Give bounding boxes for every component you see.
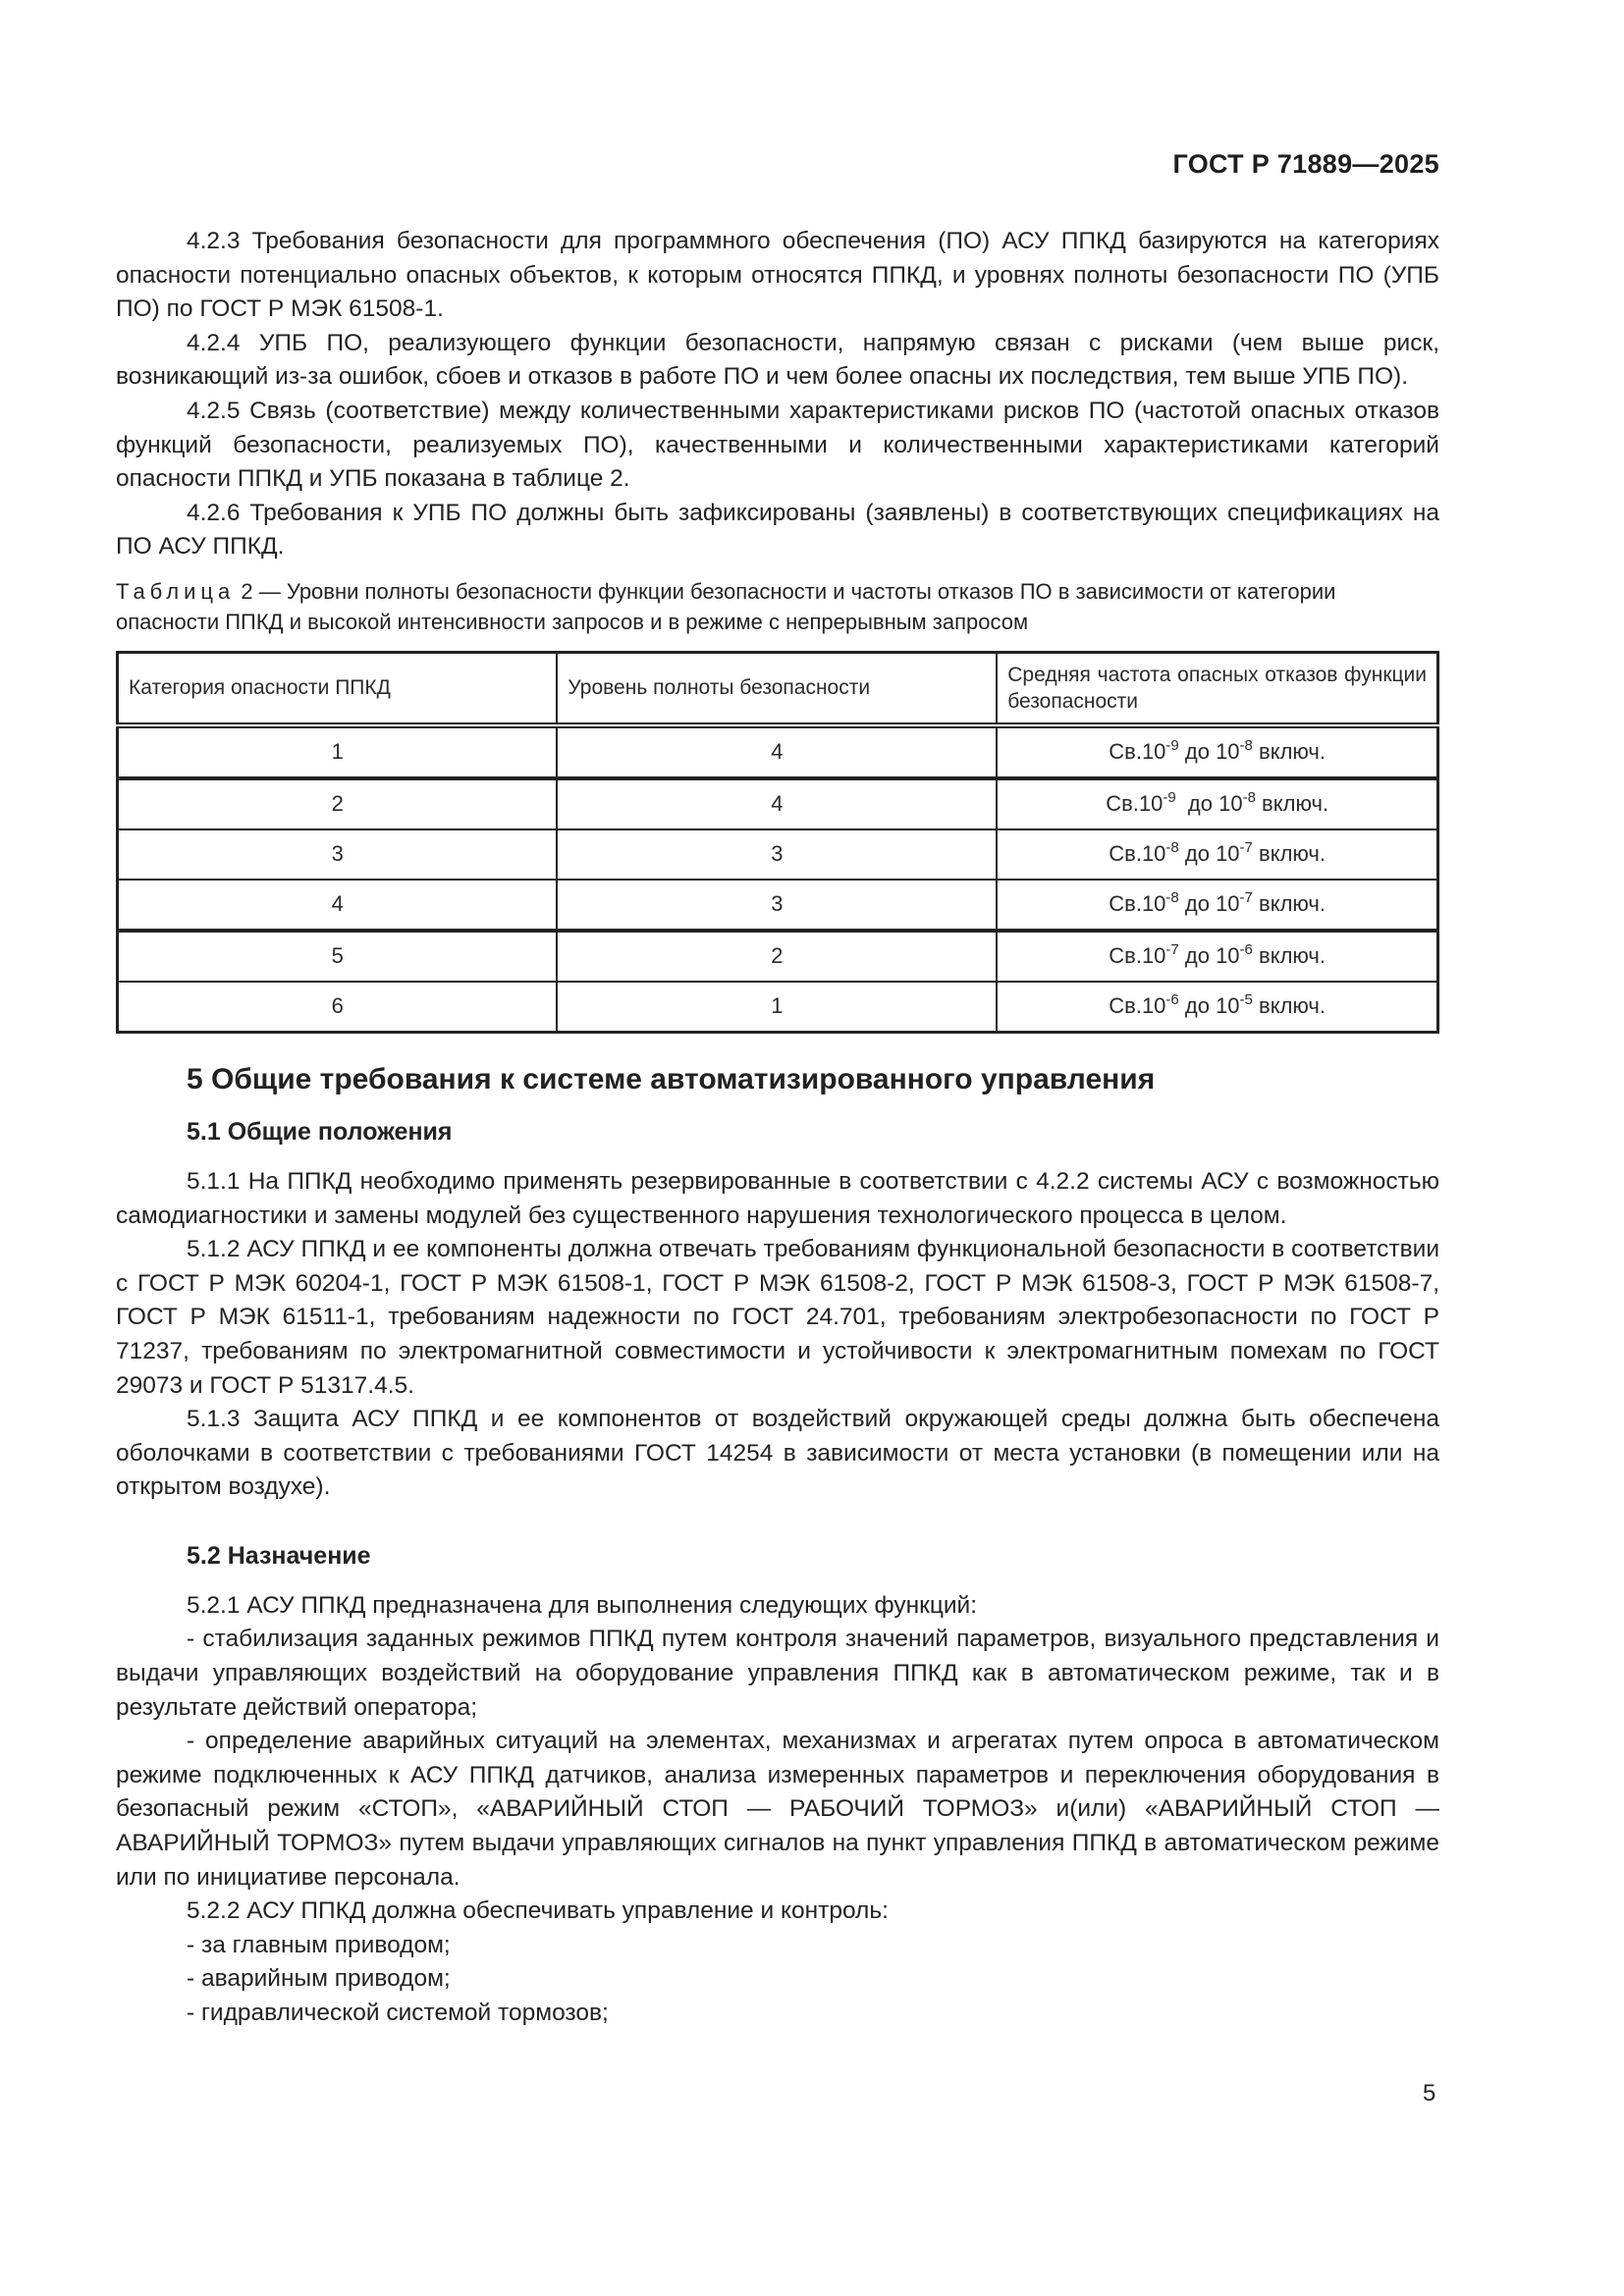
list-item: - аварийным приводом;: [187, 1965, 451, 1993]
sil-table: [116, 651, 1439, 1034]
section-5-1-title: 5.1 Общие положения: [187, 1117, 453, 1146]
paragraph-5-2-1: 5.2.1 АСУ ППКД предназначена для выполнения следующих функций:: [187, 1591, 978, 1619]
cell-level: 2: [557, 931, 997, 982]
paragraph-4-2-4: 4.2.4 УПБ ПО, реализующего функции безопасности, напрямую связан с рисками (чем выше риск, возникающий из-за ошибок, сбоев и отказов в работе ПО и чем более опасны их последствия, тем выше УПБ ПО).: [116, 329, 1439, 391]
page-number: 5: [1423, 2080, 1436, 2107]
cell-frequency: $Св.10^{-6}$ до $10^{-5}$ включ.: [997, 982, 1437, 1033]
list-item: - определение аварийных ситуаций на элементах, механизмах и агрегатах путем опроса в автоматическом режиме подключенных к АСУ ППКД датчиков, анализа измеренных параметров и переключения оборудования в безопасный режим «СТОП», «АВАРИЙНЫЙ СТОП — РАБОЧИЙ ТОРМОЗ» и(или) «АВАРИЙНЫЙ СТОП — АВАРИЙНЫЙ ТОРМОЗ» путем выдачи управляющих сигналов на пункт управления ППКД в автоматическом режиме или по инициативе персонала.: [116, 1728, 1439, 1891]
cell-category: 4: [118, 880, 558, 931]
paragraph-5-1-2: 5.1.2 АСУ ППКД и ее компоненты должна отвечать требованиям функциональной безопасности в соответствии с ГОСТ Р МЭК 60204-1, ГОСТ Р МЭК 61508-1, ГОСТ Р МЭК 61508-2, ГОСТ Р МЭК 61508-3, ГОСТ Р МЭК 61508-7, ГОСТ Р МЭК 61511-1, требованиям надежности по ГОСТ 24.701, требованиям электробезопасности по ГОСТ Р 71237, требованиям по электромагнитной совместимости и устойчивости к электромагнитным помехам по ГОСТ 29073 и ГОСТ Р 51317.4.5.: [116, 1236, 1439, 1399]
table-row: [118, 880, 1438, 931]
table-row: [118, 931, 1438, 982]
list-item: - гидравлической системой тормозов;: [187, 2000, 609, 2026]
cell-category: 2: [118, 778, 558, 829]
table-caption-label: Таблица: [116, 578, 236, 604]
header-category: Категория опасности ППКД: [118, 652, 558, 725]
document-body: [116, 225, 1439, 2031]
header-frequency: Средняя частота опасных отказов функции безопасности: [997, 652, 1437, 725]
cell-frequency: $Св.10^{-9}$ до $10^{-8}$ включ.: [997, 778, 1437, 829]
list-item: - за главным приводом;: [187, 1931, 451, 1958]
table-header-row: [118, 652, 1438, 725]
document-code: ГОСТ Р 71889—2025: [1172, 149, 1439, 179]
paragraph-5-1-3: 5.1.3 Защита АСУ ППКД и ее компонентов от воздействий окружающей среды должна быть обеспечена оболочками в соответствии с требованиями ГОСТ 14254 в зависимости от места установки (в помещении или на открытом воздухе).: [116, 1406, 1439, 1501]
paragraph-4-2-6: 4.2.6 Требования к УПБ ПО должны быть зафиксированы (заявлены) в соответствующих спецификациях на ПО АСУ ППКД.: [116, 499, 1439, 561]
cell-category: 1: [118, 725, 558, 778]
cell-level: 1: [557, 982, 997, 1033]
paragraph-5-1-1: 5.1.1 На ППКД необходимо применять резервированные в соответствии с 4.2.2 системы АСУ с возможностью самодиагностики и замены модулей без существенного нарушения технологического процесса в целом.: [116, 1167, 1439, 1229]
cell-category: 5: [118, 931, 558, 982]
table-caption-text: 2 — Уровни полноты безопасности функции безопасности и частоты отказов ПО в зависимости от категории опасности ППКД и высокой интенсивности запросов и в режиме с непрерывным запросом: [116, 578, 1336, 634]
cell-category: 6: [118, 982, 558, 1033]
list-item: - стабилизация заданных режимов ППКД путем контроля значений параметров, визуального представления и выдачи управляющих воздействий на оборудование управления ППКД как в автоматическом режиме, так и в результате действий оператора;: [116, 1626, 1439, 1721]
paragraph-4-2-3: 4.2.3 Требования безопасности для программного обеспечения (ПО) АСУ ППКД базируются на категориях опасности потенциально опасных объектов, к которым относятся ППКД, и уровнях полноты безопасности ПО (УПБ ПО) по ГОСТ Р МЭК 61508-1.: [116, 228, 1439, 323]
paragraph-5-2-2: 5.2.2 АСУ ППКД должна обеспечивать управление и контроль:: [187, 1897, 889, 1925]
cell-frequency: $Св.10^{-8}$ до $10^{-7}$ включ.: [997, 829, 1437, 880]
table-row: [118, 829, 1438, 880]
cell-level: 3: [557, 829, 997, 880]
table-row: [118, 982, 1438, 1033]
header-level: Уровень полноты безопасности: [557, 652, 997, 725]
table-row: [118, 725, 1438, 778]
table-row: [118, 778, 1438, 829]
cell-frequency: $Св.10^{-8}$ до $10^{-7}$ включ.: [997, 880, 1437, 931]
cell-level: 4: [557, 725, 997, 778]
cell-frequency: $Св.10^{-7}$ до $10^{-6}$ включ.: [997, 931, 1437, 982]
paragraph-4-2-5: 4.2.5 Связь (соответствие) между количественными характеристиками рисков ПО (частотой опасных отказов функций безопасности, реализуемых ПО), качественными и количественными характеристиками категорий опасности ППКД и УПБ показана в таблице 2.: [116, 397, 1439, 493]
cell-category: 3: [118, 829, 558, 880]
cell-level: 4: [557, 778, 997, 829]
section-5-title: 5 Общие требования к системе автоматизированного управления: [187, 1062, 1156, 1095]
cell-level: 3: [557, 880, 997, 931]
table-caption: [116, 576, 1439, 637]
section-5-2-title: 5.2 Назначение: [187, 1541, 371, 1570]
cell-frequency: $Св.10^{-9}$ до $10^{-8}$ включ.: [997, 725, 1437, 778]
